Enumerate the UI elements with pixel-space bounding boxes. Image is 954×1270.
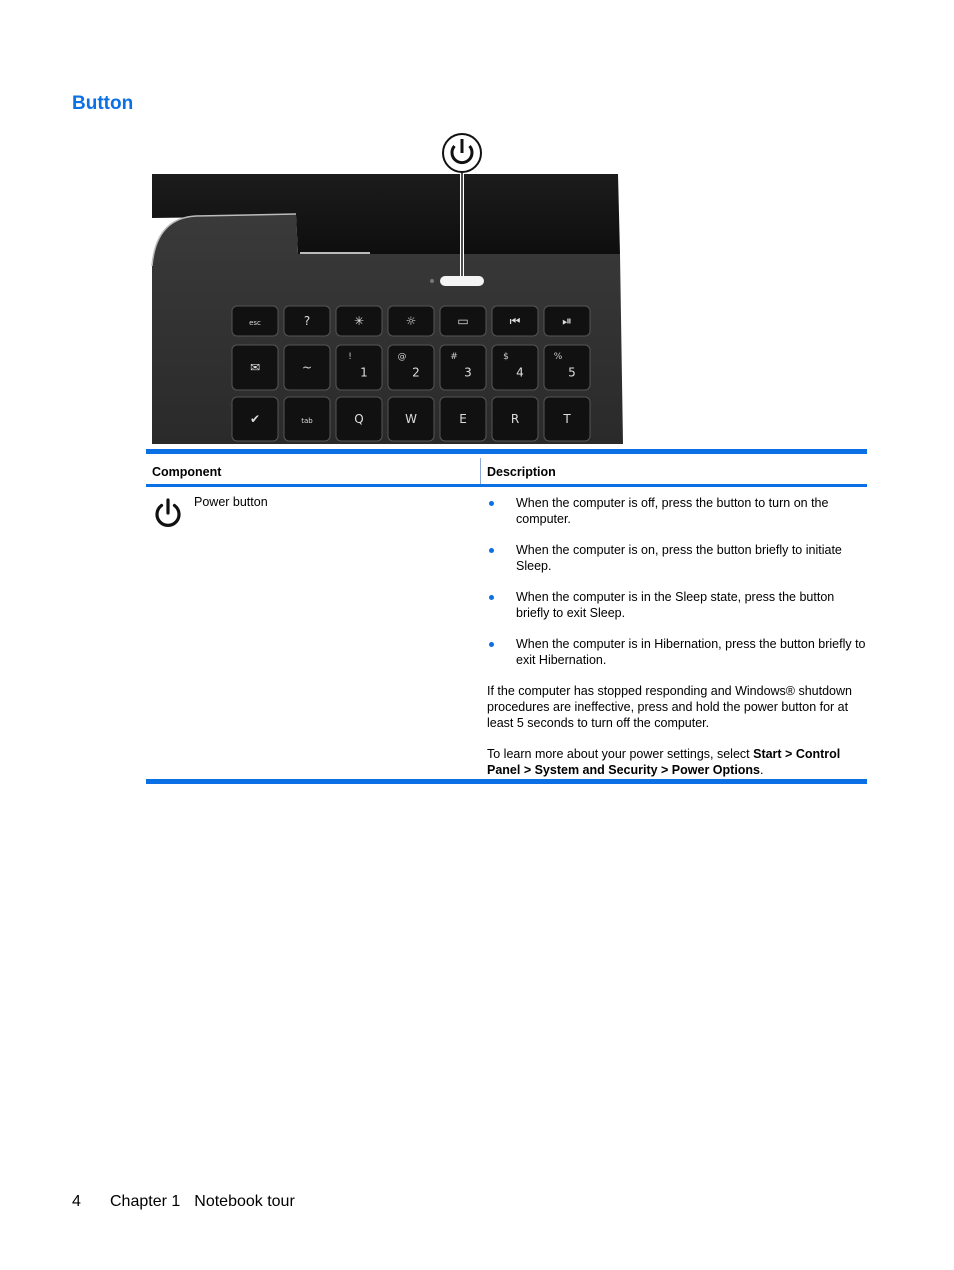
key-label: E <box>459 412 467 426</box>
key-label: T <box>563 412 571 426</box>
bullet-item: When the computer is on, press the button briefly to initiate Sleep. <box>487 542 867 574</box>
chapter-title: Notebook tour <box>194 1193 295 1210</box>
chapter-label: Chapter 1 <box>110 1193 181 1210</box>
key-label: ▭ <box>457 314 469 328</box>
learn-more-paragraph <box>487 746 867 778</box>
key-shift-label: # <box>450 352 458 362</box>
key-shape <box>440 345 486 390</box>
description-bullets <box>487 495 867 668</box>
component-description <box>487 495 867 793</box>
key-label: tab <box>301 417 313 425</box>
key-shift-label: @ <box>397 352 407 362</box>
learn-more-suffix: . <box>760 763 764 777</box>
table-header-row <box>146 454 867 484</box>
bullet-item: When the computer is off, press the button to turn on the computer. <box>487 495 867 527</box>
key-label: esc <box>249 319 261 327</box>
column-header-component: Component <box>152 465 222 479</box>
component-table <box>146 449 867 784</box>
page-number: 4 <box>72 1193 81 1210</box>
key-shift-label: ! <box>348 352 352 362</box>
key-label: ✉ <box>249 360 261 375</box>
key-label: W <box>405 412 417 426</box>
key-label: Q <box>354 412 364 426</box>
key-label: 3 <box>464 365 472 380</box>
key-shift-label: % <box>553 352 563 362</box>
key-label: ⏯ <box>562 314 572 328</box>
key-label: ? <box>303 314 311 328</box>
component-name: Power button <box>194 495 268 509</box>
bullet-item: When the computer is in Hibernation, press the button briefly to exit Hibernation. <box>487 636 867 668</box>
key-label: ⏮ <box>509 314 521 328</box>
section-heading: Button <box>72 93 134 114</box>
key-shape <box>388 345 434 390</box>
key-label: 1 <box>360 365 368 380</box>
header-divider <box>480 458 481 484</box>
keyboard-illustration <box>148 126 623 444</box>
learn-more-path: Start > Control Panel > System and Security > Power Options <box>487 747 841 777</box>
speaker-grille <box>300 252 370 254</box>
key-label: 4 <box>516 365 524 380</box>
key-shape <box>544 345 590 390</box>
column-header-description: Description <box>487 465 556 479</box>
shutdown-note: If the computer has stopped responding and Windows® shutdown procedures are ineffective, press and hold the power button for at least 5 seconds to turn off the computer. <box>487 684 852 730</box>
power-button-shape <box>440 276 484 286</box>
bullet-item: When the computer is in the Sleep state, press the button briefly to exit Sleep. <box>487 589 867 621</box>
key-label: ~ <box>301 360 313 375</box>
page-footer <box>72 1193 295 1211</box>
key-label: ✔ <box>249 412 261 426</box>
key-label: 2 <box>412 365 420 380</box>
key-label: R <box>510 412 520 426</box>
key-label: ☼ <box>405 314 417 328</box>
key-shift-label: $ <box>503 352 509 362</box>
key-shape <box>492 345 538 390</box>
keyboard-figure <box>148 126 623 444</box>
power-icon <box>152 497 184 529</box>
key-label: 5 <box>568 365 576 380</box>
key-label: ✳ <box>353 314 365 328</box>
key-shape <box>336 345 382 390</box>
table-row <box>146 487 867 779</box>
learn-more-prefix: To learn more about your power settings, select <box>487 747 754 761</box>
